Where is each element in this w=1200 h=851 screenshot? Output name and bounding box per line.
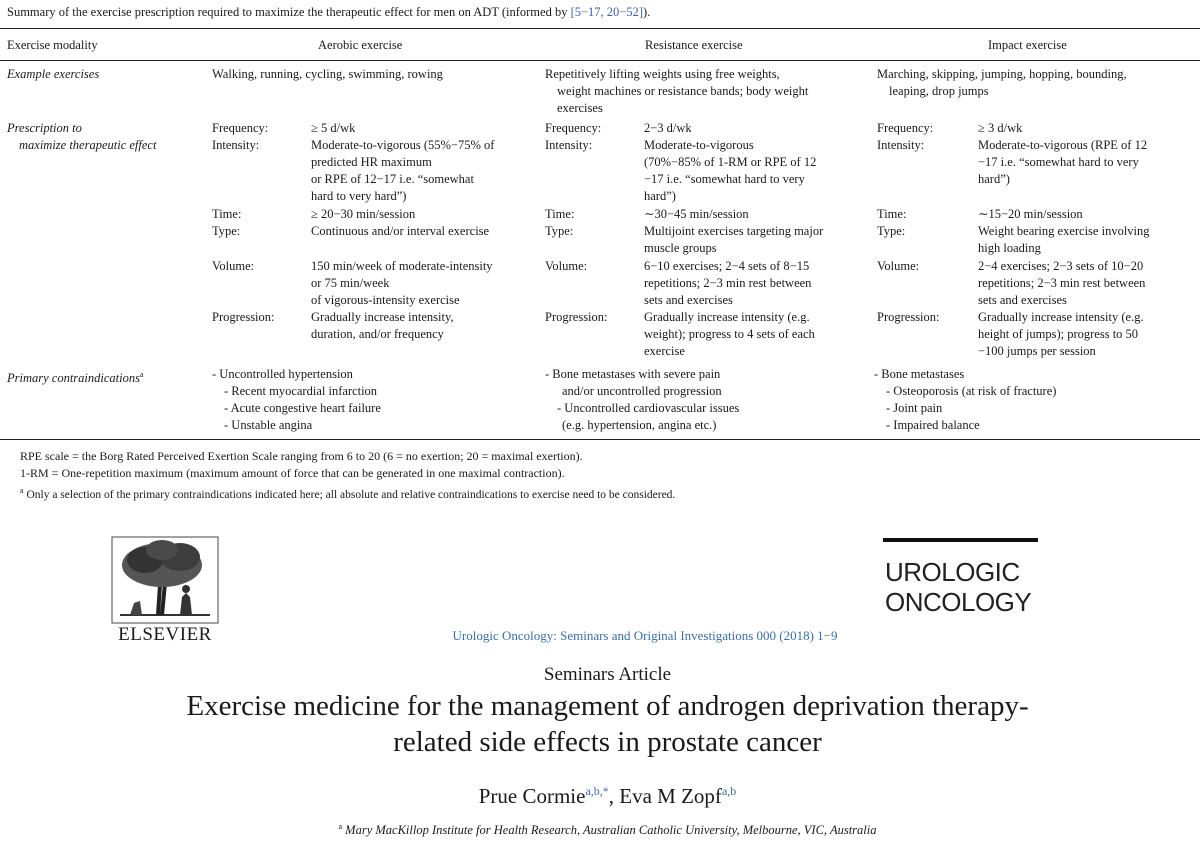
contra-impact: - Bone metastases - Osteoporosis (at risk of fracture) - Joint pain - Impaired balance (874, 367, 1057, 432)
table-caption: Summary of the exercise prescription required to maximize the therapeutic effect for men on ADT (informed by [5−17, 20−52]). (7, 5, 651, 19)
examples-resistance: Repetitively lifting weights using free weights, weight machines or resistance bands; body weight exercises (545, 67, 809, 115)
prescription-label: Type: (212, 224, 241, 238)
prescription-value: −17 i.e. “somewhat hard to very (978, 155, 1139, 169)
prescription-label: Frequency: (212, 121, 269, 135)
prescription-label: Type: (877, 224, 906, 238)
prescription-value: hard to very hard”) (311, 189, 407, 203)
prescription-value: Moderate-to-vigorous (55%−75% of (311, 138, 495, 152)
header-resistance: Resistance exercise (645, 38, 743, 52)
prescription-value: duration, and/or frequency (311, 327, 444, 341)
publisher-name: ELSEVIER (118, 624, 212, 645)
row-label-contraindications: Primary contraindications$^a$ (7, 370, 144, 386)
prescription-value: Gradually increase intensity, (311, 310, 454, 324)
author-affiliation-link[interactable]: a,b (721, 784, 737, 798)
author-name[interactable]: Prue Cormie (478, 784, 586, 808)
prescription-value: −17 i.e. “somewhat hard to very (644, 172, 805, 186)
affiliation: $^a$ Mary MacKillop Institute for Health Research, Australian Catholic University, Melbourne, VIC, Australia (338, 822, 877, 838)
journal-citation-link[interactable]: Urologic Oncology: Seminars and Original Investigations 000 (2018) 1−9 (452, 628, 838, 643)
footnote-a: $^a$ Only a selection of the primary contraindications indicated here; all absolute and relative contraindications to exercise need to be considered. (20, 486, 676, 501)
prescription-value: ≥ 20−30 min/session (311, 207, 416, 221)
prescription-value: −100 jumps per session (978, 344, 1096, 358)
prescription-value: hard”) (644, 189, 676, 203)
prescription-value: exercise (644, 344, 685, 358)
examples-impact: Marching, skipping, jumping, hopping, bounding, leaping, drop jumps (877, 67, 1127, 98)
prescription-value: repetitions; 2−3 min rest between (978, 276, 1146, 290)
article-type: Seminars Article (543, 664, 672, 685)
prescription-value: 2−4 exercises; 2−3 sets of 10−20 (978, 259, 1144, 273)
prescription-label: Volume: (212, 259, 255, 273)
prescription-value: sets and exercises (644, 293, 733, 307)
prescription-value: repetitions; 2−3 min rest between (644, 276, 812, 290)
prescription-label: Progression: (212, 310, 275, 324)
prescription-value: Weight bearing exercise involving (978, 224, 1150, 238)
prescription-label: Time: (545, 207, 575, 221)
header-aerobic: Aerobic exercise (318, 38, 403, 52)
prescription-value: or 75 min/week (311, 276, 390, 290)
prescription-value: of vigorous-intensity exercise (311, 293, 460, 307)
prescription-value: Gradually increase intensity (e.g. (644, 310, 810, 324)
prescription-label: Frequency: (877, 121, 934, 135)
prescription-value: ≥ 5 d/wk (311, 121, 356, 135)
contra-resistance: - Bone metastases with severe pain and/or uncontrolled progression - Uncontrolled cardiovascular issues (e.g. hypertension, angina etc.) (545, 367, 740, 432)
examples-aerobic: Walking, running, cycling, swimming, rowing (212, 67, 443, 81)
header-modality: Exercise modality (7, 38, 98, 52)
prescription-label: Progression: (545, 310, 608, 324)
prescription-label: Time: (212, 207, 242, 221)
prescription-value: Moderate-to-vigorous (RPE of 12 (978, 138, 1148, 152)
prescription-value: 2−3 d/wk (644, 121, 692, 135)
prescription-value: sets and exercises (978, 293, 1067, 307)
prescription-label: Volume: (877, 259, 920, 273)
prescription-label: Type: (545, 224, 574, 238)
author-name[interactable]: Eva M Zopf (619, 784, 722, 808)
prescription-value: (70%−85% of 1-RM or RPE of 12 (644, 155, 817, 169)
prescription-value: height of jumps); progress to 50 (978, 327, 1139, 341)
author-list: Prue Cormie$^{a,b,*}$, Eva M Zopf$^{a,b}$ (478, 784, 737, 808)
prescription-label: Intensity: (877, 138, 925, 152)
journal-logo: UROLOGIC ONCOLOGY (885, 557, 1032, 617)
caption-references-link[interactable]: [5−17, 20−52] (570, 5, 644, 19)
prescription-value: ∼30−45 min/session (644, 207, 749, 221)
prescription-value: Continuous and/or interval exercise (311, 224, 490, 238)
prescription-value: high loading (978, 241, 1041, 255)
table-footnotes (20, 448, 675, 504)
row-label-prescription: Prescription to maximize therapeutic effect (7, 121, 157, 152)
paper-title: Exercise medicine for the management of androgen deprivation therapy- related side effects in prostate cancer (186, 690, 1029, 758)
prescription-value: Gradually increase intensity (e.g. (978, 310, 1144, 324)
prescription-label: Intensity: (212, 138, 260, 152)
prescription-value: ≥ 3 d/wk (978, 121, 1023, 135)
prescription-value: Moderate-to-vigorous (644, 138, 754, 152)
prescription-value: muscle groups (644, 241, 717, 255)
prescription-value: weight); progress to 4 sets of each (644, 327, 815, 341)
journal-logo-bar (883, 538, 1038, 542)
table-header-rule (0, 60, 1200, 61)
table-top-rule (0, 28, 1200, 29)
prescription-label: Time: (877, 207, 907, 221)
author-affiliation-link[interactable]: a,b,* (585, 784, 609, 798)
header-impact: Impact exercise (988, 38, 1067, 52)
elsevier-tree-icon (110, 535, 220, 625)
contra-aerobic: - Uncontrolled hypertension - Recent myocardial infarction - Acute congestive heart failure - Unstable angina (212, 367, 381, 432)
prescription-label: Intensity: (545, 138, 593, 152)
prescription-value: Multijoint exercises targeting major (644, 224, 824, 238)
prescription-value: 6−10 exercises; 2−4 sets of 8−15 (644, 259, 810, 273)
prescription-label: Progression: (877, 310, 940, 324)
footnote-1rm: 1-RM = One-repetition maximum (maximum amount of force that can be generated in one maximal contraction). (20, 466, 565, 480)
footnote-rpe: RPE scale = the Borg Rated Perceived Exertion Scale ranging from 6 to 20 (6 = no exertion; 20 = maximal exertion). (20, 449, 583, 463)
prescription-value: 150 min/week of moderate-intensity (311, 259, 493, 273)
prescription-value: hard”) (978, 172, 1010, 186)
table-bottom-rule (0, 439, 1200, 440)
prescription-value: predicted HR maximum (311, 155, 432, 169)
prescription-label: Frequency: (545, 121, 602, 135)
prescription-label: Volume: (545, 259, 588, 273)
prescription-value: or RPE of 12−17 i.e. “somewhat (311, 172, 474, 186)
row-label-examples: Example exercises (7, 67, 100, 81)
prescription-value: ∼15−20 min/session (978, 207, 1083, 221)
